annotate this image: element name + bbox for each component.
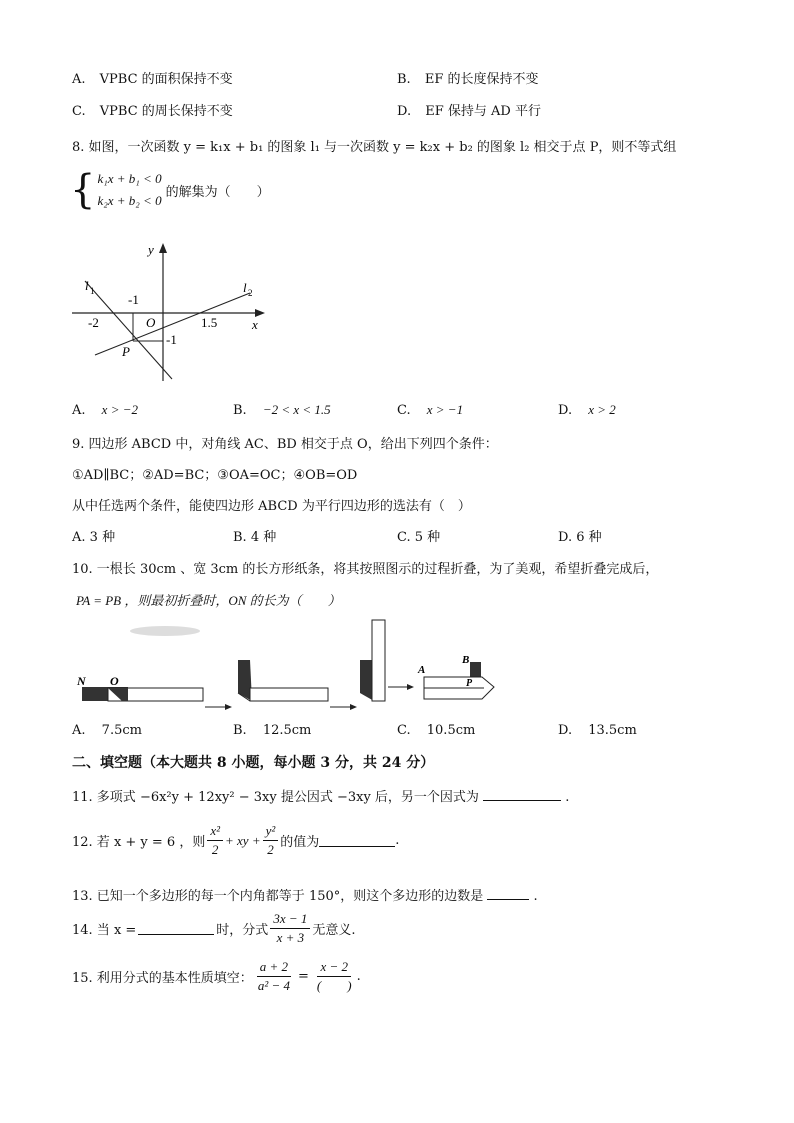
- option-label: A.: [72, 530, 86, 545]
- q8-option-d: [558, 402, 616, 418]
- fraction: [270, 910, 310, 947]
- q14-end: 无意义.: [312, 923, 356, 938]
- q9-stem: 9. 四边形 ABCD 中，对角线 AC、BD 相交于点 O，给出下列四个条件：: [72, 437, 498, 452]
- middle-term: + xy +: [225, 832, 261, 848]
- option-text: EF 的长度保持不变: [424, 72, 539, 87]
- tick-label-neg1-right: -1: [166, 332, 177, 347]
- q9-question: 从中任选两个条件，能使四边形 ABCD 为平行四边形的选法有（ ）: [72, 499, 471, 514]
- numerator: a + 2: [257, 958, 291, 977]
- option-text: x > −2: [101, 402, 138, 417]
- q15-text: 15. 利用分式的基本性质填空：: [72, 971, 253, 986]
- system-lines: [97, 168, 161, 212]
- denominator: 2: [267, 842, 274, 857]
- option-text: EF 保持与 AD 平行: [425, 104, 541, 119]
- arrow-3-head: [407, 684, 414, 690]
- q12: [72, 822, 399, 859]
- y-axis-arrow: [159, 243, 167, 253]
- fraction-x-squared: [207, 822, 223, 859]
- option-label: C.: [397, 403, 411, 418]
- option-label: D.: [558, 530, 573, 545]
- q13: [72, 885, 538, 904]
- fraction-right: [314, 958, 355, 995]
- option-label: B.: [233, 530, 247, 545]
- origin-label: O: [146, 315, 156, 330]
- q8-option-c: [397, 402, 463, 418]
- option-text: VPBC 的面积保持不变: [99, 72, 233, 87]
- numerator: 3x − 1: [270, 910, 310, 929]
- q13-text: 13. 已知一个多边形的每一个内角都等于 150°，则这个多边形的边数是: [72, 889, 484, 904]
- inequality-2: k₂x + b₂ < 0: [97, 193, 162, 208]
- option-label: C.: [397, 530, 411, 545]
- equals-sign: =: [297, 969, 309, 984]
- option-text: 6 种: [576, 530, 602, 545]
- strip-vertical-step3: [372, 620, 385, 701]
- x-axis-label: x: [252, 317, 258, 332]
- q9-conditions: ①AD∥BC；②AD=BC；③OA=OC；④OB=OD: [72, 468, 358, 483]
- arrow-1-head: [225, 704, 232, 710]
- answer-blank[interactable]: [487, 887, 529, 900]
- q10-folding-figure: [70, 615, 510, 715]
- scan-smudge: [130, 626, 200, 636]
- option-text: 13.5cm: [588, 723, 637, 738]
- numerator: x − 2: [317, 958, 351, 977]
- brace-symbol: {: [70, 167, 96, 213]
- q7-option-c: [72, 100, 233, 119]
- q11-end: .: [565, 790, 570, 805]
- option-text: x > 2: [588, 402, 616, 417]
- denominator: 2: [211, 842, 219, 857]
- answer-blank[interactable]: [319, 834, 395, 847]
- section-heading: 二、填空题（本大题共 8 小题，每小题 3 分，共 24 分）: [72, 755, 435, 771]
- l2-label: l: [243, 280, 247, 295]
- q9-option-d: [558, 526, 602, 545]
- q13-end: .: [533, 889, 538, 904]
- fraction-y-squared: [263, 822, 279, 859]
- option-text: −2 < x < 1.5: [262, 402, 331, 417]
- q10-option-b: [233, 723, 311, 738]
- point-p-label: P: [122, 344, 130, 359]
- q14-text: 14. 当 x =: [72, 923, 137, 938]
- q10-option-a: [72, 723, 142, 738]
- l1-label: l: [85, 278, 89, 293]
- numerator: x²: [207, 822, 223, 841]
- q8-inequality-system: [70, 168, 270, 212]
- q7-option-b: [397, 68, 538, 87]
- option-label: B.: [233, 403, 247, 418]
- q9-option-c: [397, 526, 440, 545]
- option-label: B.: [397, 72, 411, 87]
- option-text: 3 种: [89, 530, 116, 545]
- option-text: x > −1: [426, 402, 464, 417]
- option-label: D.: [558, 723, 573, 738]
- label-n: N: [77, 674, 86, 688]
- tick-label-1-5: 1.5: [201, 315, 218, 330]
- q10-stem: 10. 一根长 30cm 、宽 3cm 的长方形纸条，将其按照图示的过程折叠，为了美观，希望折叠完成后，: [72, 562, 659, 577]
- option-text: 5 种: [414, 530, 441, 545]
- option-label: D.: [558, 403, 573, 418]
- q14: [72, 910, 356, 947]
- arrow-2-head: [350, 704, 357, 710]
- q12-ask: 的值为: [280, 835, 320, 850]
- inequality-1: k₁x + b₁ < 0: [97, 171, 162, 186]
- q8-tail: 的解集为（ ）: [165, 184, 270, 200]
- q7-option-a: [72, 68, 233, 87]
- q11-text: 11. 多项式 −6x²y + 12xy² − 3xy 提公因式 −3xy 后，另一个因式为: [72, 790, 479, 805]
- fraction-left: [255, 958, 293, 995]
- option-label: C.: [72, 104, 86, 119]
- q11: [72, 786, 569, 805]
- q12-end: .: [395, 833, 400, 848]
- q7-option-d: [397, 100, 541, 119]
- denominator: ( ): [316, 978, 352, 993]
- option-text: 7.5cm: [101, 723, 142, 738]
- tick-label-neg2: -2: [88, 315, 99, 330]
- q8-option-b: [233, 402, 331, 418]
- label-p: P: [466, 678, 473, 689]
- l2-subscript: 2: [248, 288, 253, 298]
- option-label: A.: [72, 723, 86, 738]
- q10-option-c: [397, 723, 475, 738]
- option-label: C.: [397, 723, 411, 738]
- denominator: a² − 4: [257, 978, 290, 993]
- answer-blank[interactable]: [483, 788, 561, 801]
- strip-horizontal-step2: [250, 688, 328, 701]
- numerator: y²: [263, 822, 279, 841]
- q10-option-d: [558, 723, 637, 738]
- q10-stem-line2: PA = PB ，则最初折叠时，ON 的长为（ ）: [76, 593, 341, 608]
- option-text: 10.5cm: [426, 723, 476, 738]
- option-text: 12.5cm: [262, 723, 312, 738]
- label-a: A: [418, 664, 426, 676]
- option-label: A.: [72, 403, 86, 418]
- denominator: x + 3: [276, 930, 305, 945]
- q12-text: 12. 若 x + y = 6 ，则: [72, 835, 206, 850]
- q15-end: .: [356, 969, 361, 984]
- answer-blank[interactable]: [138, 922, 214, 935]
- q9-option-b: [233, 526, 276, 545]
- x-axis-arrow: [255, 309, 265, 317]
- tick-label-neg1-top: -1: [128, 292, 139, 307]
- option-text: VPBC 的周长保持不变: [99, 104, 233, 119]
- l1-subscript: 1: [90, 286, 95, 296]
- option-label: B.: [233, 723, 247, 738]
- option-label: D.: [397, 104, 412, 119]
- q8-coordinate-graph: [60, 236, 280, 386]
- y-axis-label: y: [148, 242, 154, 257]
- option-label: A.: [72, 72, 86, 87]
- option-text: 4 种: [250, 530, 277, 545]
- q14-mid: 时，分式: [216, 923, 269, 938]
- q8-option-a: [72, 402, 138, 418]
- q9-option-a: [72, 526, 115, 545]
- label-b: B: [462, 654, 470, 666]
- q15: [72, 958, 361, 995]
- label-o: O: [110, 674, 119, 688]
- q8-stem: 8. 如图，一次函数 y = k₁x + b₁ 的图象 l₁ 与一次函数 y = k₂x + b₂ 的图象 l₂ 相交于点 P，则不等式组: [72, 140, 677, 155]
